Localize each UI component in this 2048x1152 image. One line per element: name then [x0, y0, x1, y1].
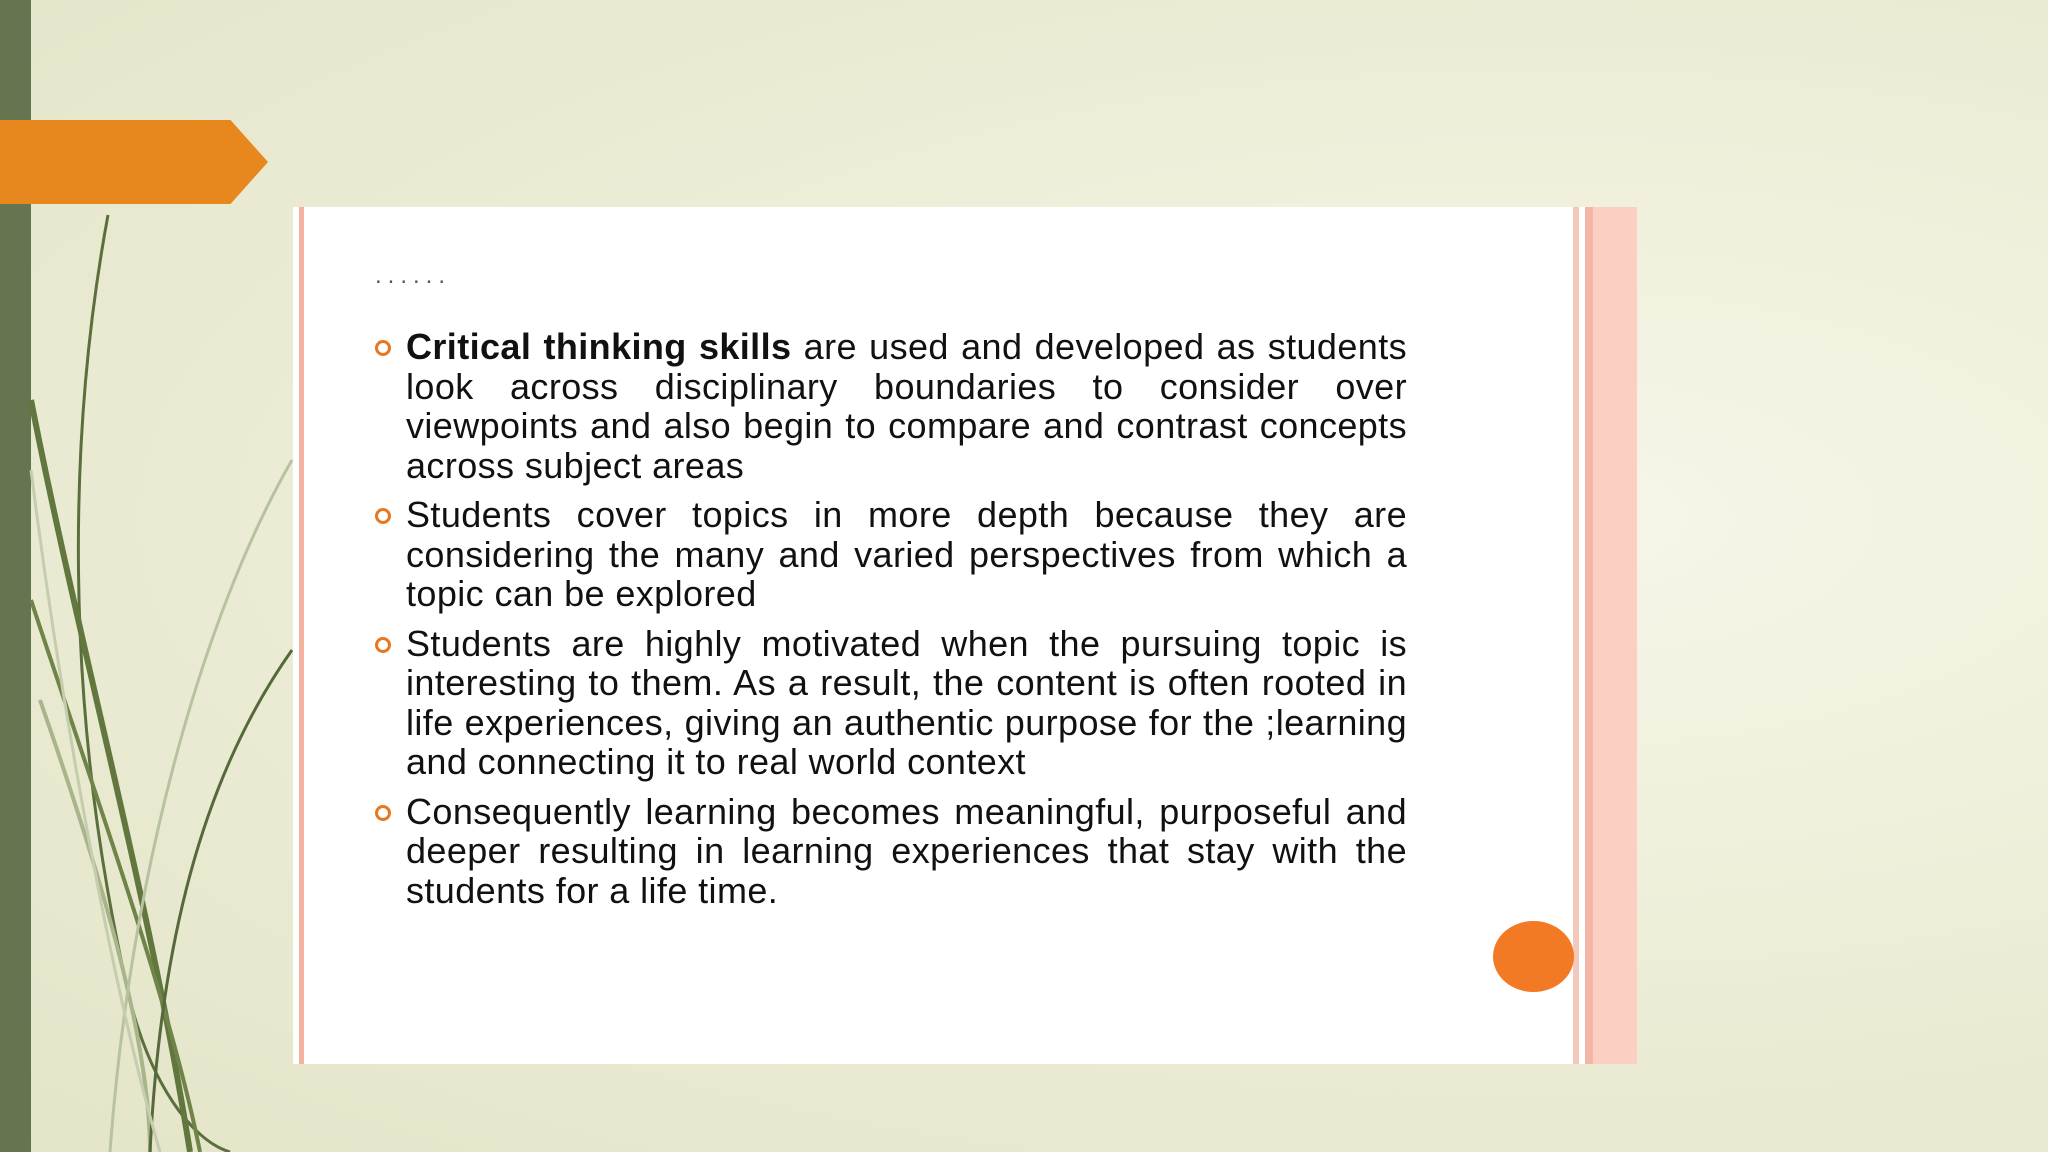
list-item — [375, 495, 1407, 614]
orange-arrow-banner — [0, 120, 268, 204]
bullet-circle-icon — [375, 637, 391, 653]
list-item — [375, 327, 1407, 485]
bullet-body-text: Students cover topics in more depth because they are considering the many and varied perspectives from which a topic can be explored — [406, 494, 1407, 614]
card-left-stripe — [293, 207, 307, 1064]
bullet-body-text: are used and developed as students look across disciplinary boundaries to consider over viewpoints and also begin to compare and contrast concepts across subject areas — [406, 326, 1407, 486]
bullet-body-text: Students are highly motivated when the pursuing topic is interesting to them. As a result, the content is often rooted in life experiences, giving an authentic purpose for the ;learning and connecting it to real world context — [406, 622, 1407, 782]
bullet-circle-icon — [375, 340, 391, 356]
bullet-text — [406, 624, 1407, 782]
bullet-circle-icon — [375, 508, 391, 524]
bullet-text — [406, 495, 1407, 614]
list-item — [375, 624, 1407, 782]
card-right-stripes — [1573, 207, 1637, 1064]
ellipsis-heading: ...... — [375, 262, 452, 289]
list-item — [375, 792, 1407, 911]
bullet-text — [406, 327, 1407, 485]
orange-circle-decoration — [1493, 921, 1574, 992]
bullet-bold-text: Critical thinking skills — [406, 326, 792, 367]
bullet-text — [406, 792, 1407, 911]
bullet-circle-icon — [375, 805, 391, 821]
slide-content-card — [293, 207, 1637, 1064]
bullet-list — [375, 327, 1407, 920]
bullet-body-text: Consequently learning becomes meaningful, purposeful and deeper resulting in learning experiences that stay with the students for a life time. — [406, 790, 1407, 911]
